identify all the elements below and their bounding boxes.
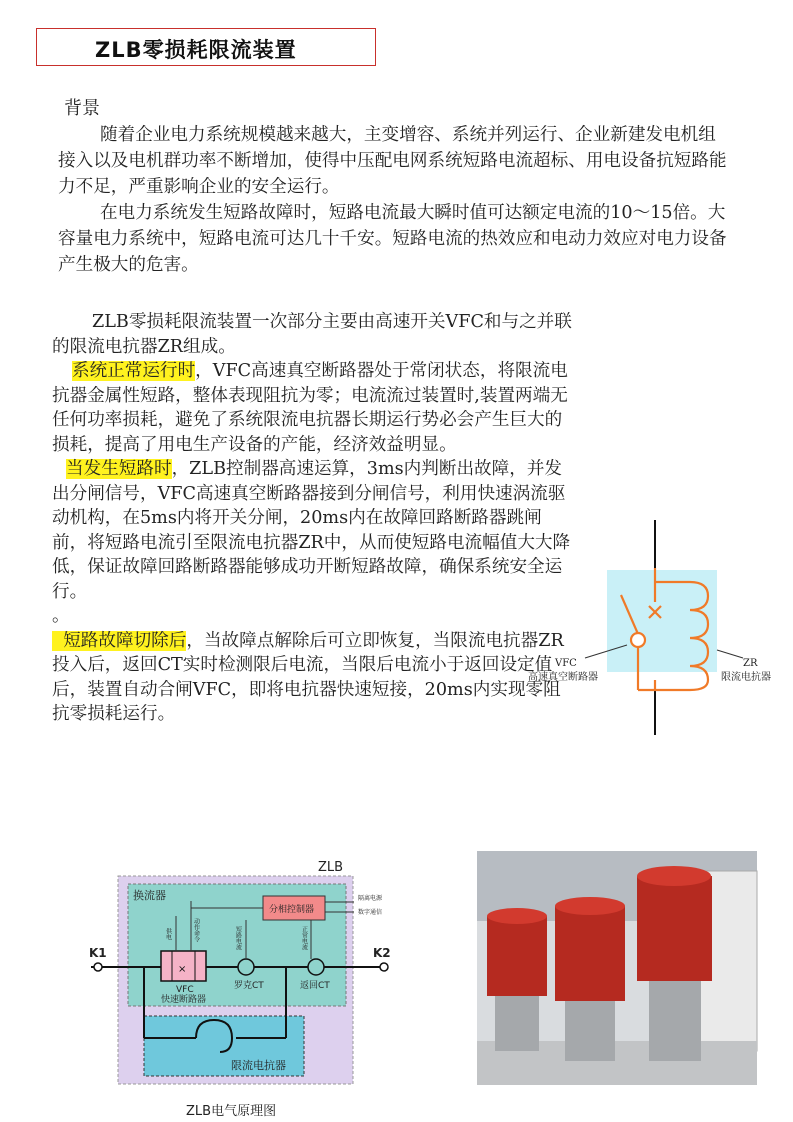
recovery-text: ，当故障点解除后可立即恢复，当限流电抗器ZR投入后，返回CT实时检测限后电流，当限后电流小于返回设定值后，装置自动合闸VFC，即将电抗器快速短接，20ms内实现零阻抗零损耗运行。 bbox=[52, 630, 564, 724]
iso-power-label: 隔离电源 bbox=[358, 895, 383, 902]
zr-pointer bbox=[717, 650, 743, 658]
recovery-paragraph bbox=[52, 629, 572, 727]
normal-operation-text: ，VFC高速真空断路器处于常闭状态，将限流电抗器金属性短路，整体表现阻抗为零；电流流过装置时,装置两端无任何功率损耗，避免了系统限流电抗器长期运行势必会产生巨大的损耗，提高了用电生产设备的产能，经济效益明显。 bbox=[52, 361, 568, 455]
reactor-unit-2 bbox=[555, 897, 625, 1061]
background-paragraph-2 bbox=[58, 200, 728, 278]
highlight-fault: 当发生短路时 bbox=[66, 459, 172, 479]
normal-operation-paragraph bbox=[52, 359, 572, 457]
diagram-vfc-label: VFC bbox=[176, 985, 194, 995]
device-photo bbox=[477, 851, 757, 1085]
schematic-vfc-label: VFC bbox=[555, 658, 577, 669]
return-ct-label: 返回CT bbox=[300, 981, 330, 991]
schematic-zr-label: ZR bbox=[743, 658, 758, 669]
background-text-2: 在电力系统发生短路故障时，短路电流最大瞬时值可达额定电流的10～15倍。大容量电力系统中，短路电流可达几十千安。短路电流的热效应和电动力效应对电力设备产生极大的危害。 bbox=[58, 203, 727, 275]
normal-current-label: 正常电流 bbox=[300, 926, 308, 950]
diagram-vfc-desc: 快速断路器 bbox=[161, 995, 207, 1005]
short-current-label: 短路电流 bbox=[234, 926, 242, 950]
vfc-zr-schematic bbox=[525, 520, 771, 740]
highlight-recovery bbox=[52, 631, 186, 651]
fault-paragraph bbox=[52, 457, 572, 604]
rogowski-ct-label: 罗克CT bbox=[234, 981, 264, 991]
return-ct-icon bbox=[308, 959, 324, 975]
schematic-zr-desc: 限流电抗器 bbox=[721, 672, 771, 683]
comm-label: 数字通信 bbox=[358, 909, 383, 916]
highlight-recovery-text: 短路故障切除后 bbox=[63, 630, 187, 651]
title-box bbox=[36, 28, 376, 66]
diagram-zlb-label: ZLB bbox=[318, 860, 344, 875]
intro-text: ZLB零损耗限流装置一次部分主要由高速开关VFC和与之并联的限流电抗器ZR组成。 bbox=[52, 312, 572, 357]
reactor-label: 限流电抗器 bbox=[231, 1059, 286, 1072]
schematic-vfc-desc: 高速真空断路器 bbox=[528, 672, 598, 683]
stray-mark: 。 bbox=[52, 606, 70, 626]
k1-label: K1 bbox=[89, 946, 107, 960]
reactor-unit-1 bbox=[487, 908, 547, 1051]
power-label: 供电 bbox=[164, 928, 172, 940]
converter-label: 换流器 bbox=[133, 889, 166, 902]
intro-paragraph bbox=[52, 310, 572, 359]
highlight-normal-operation: 系统正常运行时 bbox=[72, 361, 196, 381]
background-text-1: 随着企业电力系统规模越来越大，主变增容、系统并列运行、企业新建发电机组接入以及电机群功率不断增加，使得中压配电网系统短路电流超标、用电设备抗短路能力不足，严重影响企业的安全运行。 bbox=[58, 125, 727, 197]
zlb-electrical-diagram bbox=[86, 856, 406, 1091]
description-block bbox=[52, 310, 572, 727]
page-title: ZLB零损耗限流装置 bbox=[95, 38, 297, 62]
action-cmd-label: 动作命令 bbox=[192, 918, 200, 942]
controller-label: 分相控制器 bbox=[269, 905, 315, 915]
breaker-x-icon: × bbox=[178, 964, 187, 975]
schematic-background bbox=[607, 570, 717, 672]
fault-text: ，ZLB控制器高速运算，3ms内判断出故障，并发出分闸信号，VFC高速真空断路器接到分闸信号，利用快速涡流驱动机构，在5ms内将开关分闸，20ms内在故障回路断路器跳闸前，将短路电流引至限流电抗器ZR中，从而使短路电流幅值大大降低，保证故障回路断路器能够成功开断短路故障，确保系统安全运行。 bbox=[52, 459, 571, 602]
k2-label: K2 bbox=[373, 946, 391, 960]
background-paragraph-1 bbox=[58, 122, 728, 200]
section-heading: 背景 bbox=[64, 98, 100, 119]
diagram-caption: ZLB电气原理图 bbox=[186, 1104, 277, 1119]
rogowski-ct-icon bbox=[238, 959, 254, 975]
